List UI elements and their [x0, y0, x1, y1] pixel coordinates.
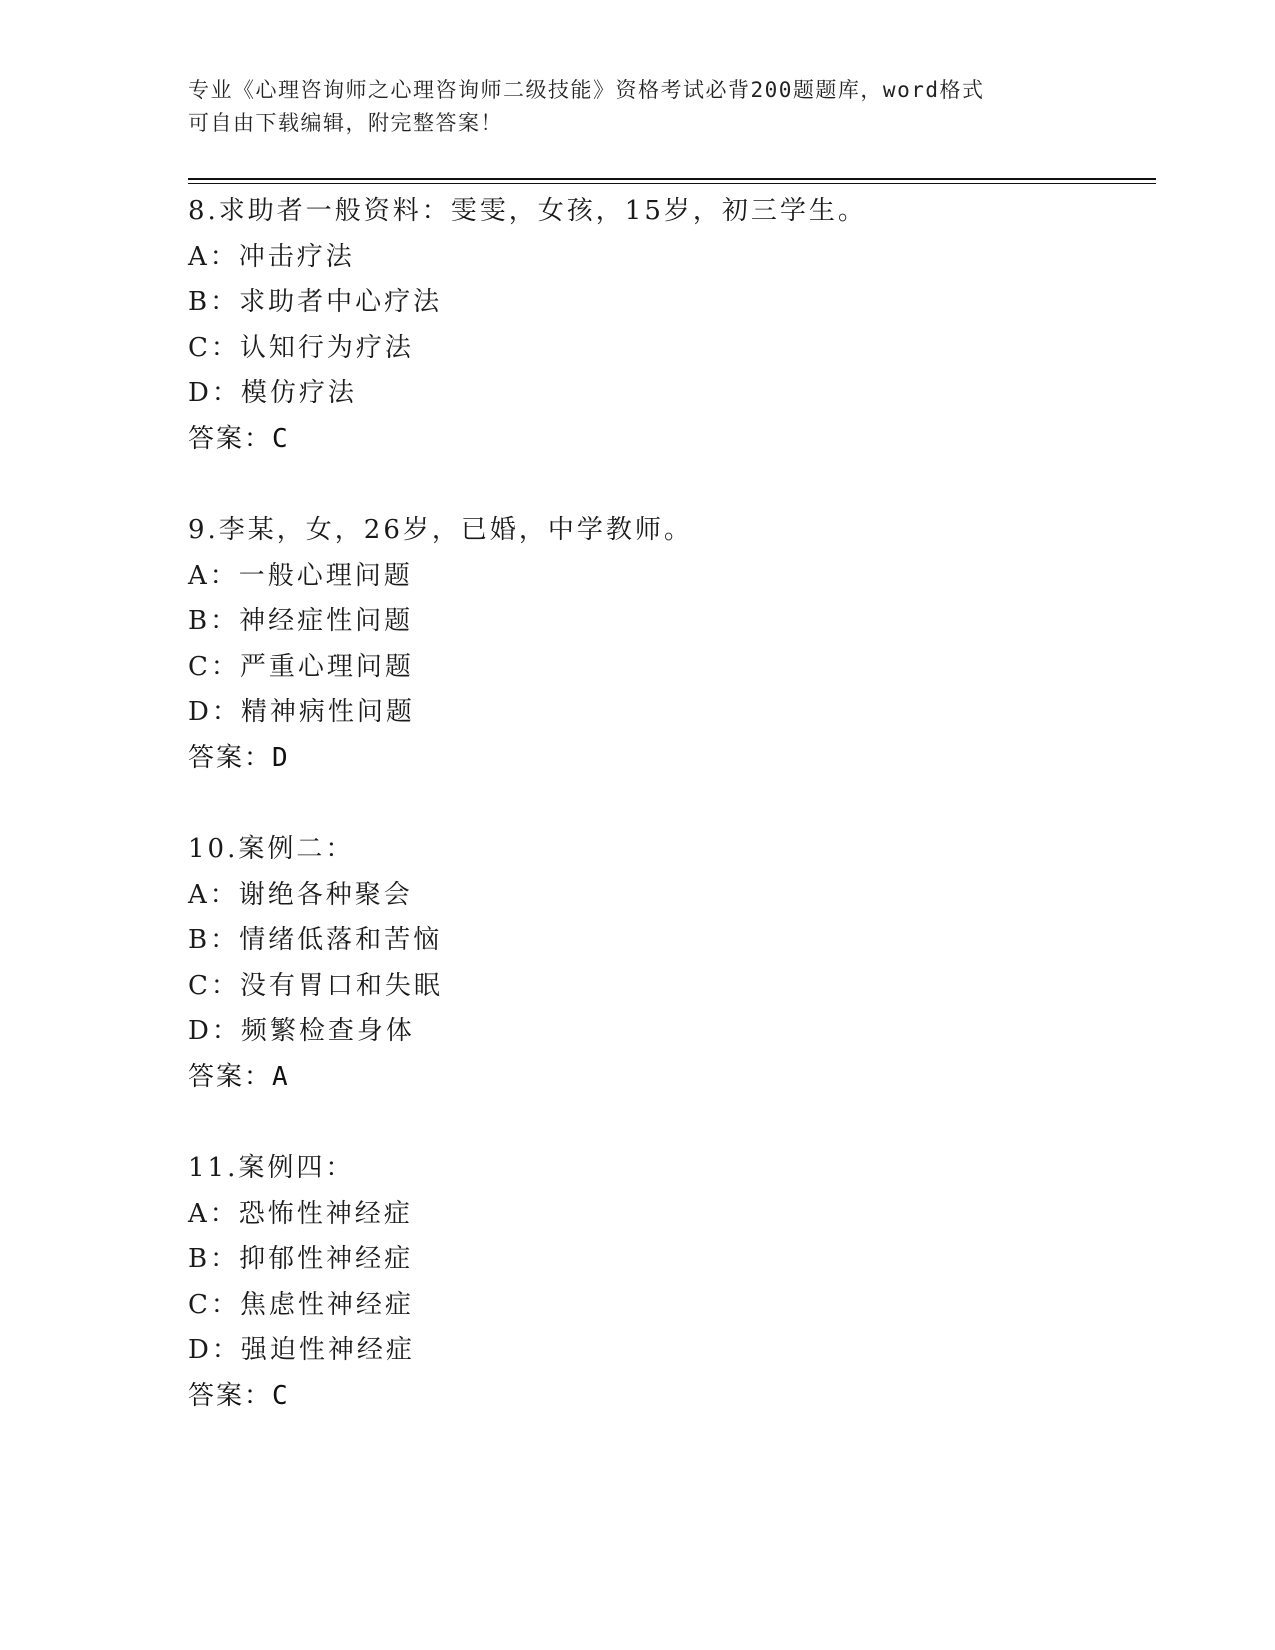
option-c: C：严重心理问题	[188, 651, 414, 682]
option-c: C：焦虑性神经症	[188, 1289, 414, 1320]
answer-label: 答案：	[188, 1061, 273, 1092]
header-divider-thick	[188, 178, 1156, 180]
option-b: B：情绪低落和苦恼	[188, 925, 443, 955]
option-b: B：神经症性问题	[188, 606, 414, 636]
header-line-1: 专业《心理咨询师之心理咨询师二级技能》资格考试必背200题题库，word格式	[188, 78, 985, 102]
option-d: D：强迫性神经症	[188, 1335, 415, 1365]
question-list	[188, 189, 1148, 1465]
answer-line	[188, 417, 1148, 463]
question-stem: 10.案例二：	[188, 834, 355, 864]
question-stem: 9.李某，女，26岁，已婚，中学教师。	[188, 515, 693, 545]
option-a: A：谢绝各种聚会	[188, 879, 413, 910]
option-d: D：频繁检查身体	[188, 1016, 415, 1046]
answer-value: D	[272, 742, 288, 773]
question-9	[188, 508, 1148, 781]
question-10	[188, 827, 1148, 1100]
option-b: B：抑郁性神经症	[188, 1244, 414, 1274]
option-c: C：认知行为疗法	[188, 332, 414, 363]
answer-label: 答案：	[188, 742, 273, 773]
answer-line	[188, 736, 1148, 782]
answer-value: C	[272, 423, 288, 454]
answer-value: A	[272, 1061, 288, 1092]
header-divider-thin	[188, 183, 1156, 184]
answer-line	[188, 1055, 1148, 1101]
question-stem: 8.求助者一般资料：雯雯，女孩，15岁，初三学生。	[188, 196, 867, 226]
header-line-2: 可自由下载编辑，附完整答案！	[188, 111, 503, 135]
question-11	[188, 1146, 1148, 1419]
answer-value: C	[272, 1380, 288, 1411]
option-a: A：冲击疗法	[188, 241, 355, 272]
option-c: C：没有胃口和失眠	[188, 970, 443, 1001]
question-stem: 11.案例四：	[188, 1153, 355, 1183]
option-d: D：精神病性问题	[188, 697, 415, 727]
answer-label: 答案：	[188, 423, 273, 454]
option-a: A：恐怖性神经症	[188, 1198, 413, 1229]
option-b: B：求助者中心疗法	[188, 287, 443, 317]
option-a: A：一般心理问题	[188, 560, 413, 591]
answer-line	[188, 1374, 1148, 1420]
document-header	[188, 74, 1088, 140]
question-8	[188, 189, 1148, 462]
answer-label: 答案：	[188, 1380, 273, 1411]
option-d: D：模仿疗法	[188, 378, 357, 408]
